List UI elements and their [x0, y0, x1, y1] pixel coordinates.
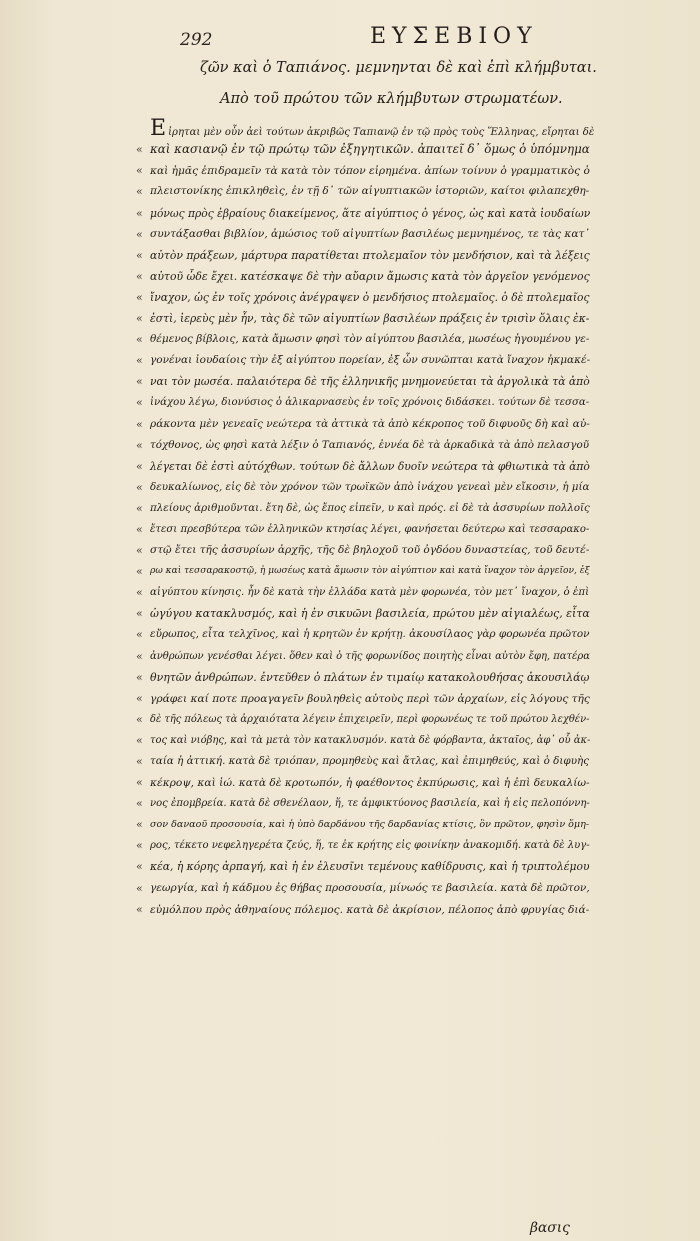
text-line: [136, 709, 590, 730]
text-line: [136, 329, 590, 350]
quote-marker: «: [136, 185, 143, 199]
quote-marker: «: [136, 776, 143, 790]
text-line: [136, 245, 590, 266]
line-text: γονέναι ἰουδαίοις τὴν ἐξ αἰγύπτου πορείαν, ἐξ ὧν συνῶπται κατὰ ἴναχον ἠκμακέ-: [150, 354, 591, 367]
quote-marker: «: [136, 607, 143, 621]
quote-marker: «: [136, 354, 143, 368]
quote-marker: «: [136, 290, 143, 304]
text-line: [136, 203, 591, 224]
quote-marker: «: [136, 333, 143, 347]
initial-letter: Ε: [150, 116, 167, 142]
quote-marker: «: [136, 733, 143, 747]
line-text: εὔρωπος, εἶτα τελχῖνος, καὶ ἡ κρητῶν ἐν κρήτῃ. ἀκουσίλαος γὰρ φορωνέα πρῶτον: [150, 628, 590, 641]
quote-marker: «: [136, 839, 143, 853]
line-text: πλειστονίκης ἐπικληθεὶς, ἐν τῇ δ᾽ τῶν αἰγυπτιακῶν ἱστοριῶν, καίτοι φιλαπεχθη-: [150, 185, 590, 198]
line-text: ἰνάχου λέγω, διονύσιος ὁ ἁλικαρνασεὺς ἐν τοῖς χρόνοις διδάσκει. τούτων δὲ τεσσα-: [150, 397, 590, 409]
quote-marker: «: [136, 269, 143, 283]
line-text: ἀνθρώπων γενέσθαι λέγει. ὅθεν καὶ ὁ τῆς φορωνίδος ποιητὴς εἶναι αὐτὸν ἔφη, πατέρα: [150, 650, 590, 662]
text-line: [136, 456, 590, 477]
running-title: ΕΥΣΕΒΙΟΥ: [370, 24, 538, 49]
text-line: [136, 181, 590, 202]
quote-marker: «: [136, 670, 143, 684]
line-text: ράκοντα μὲν γενεαῖς νεώτερα τὰ ἀττικὰ τὰ ἀπὸ κέκροπος τοῦ διφυοῦς δὴ καὶ αὐ-: [150, 417, 590, 430]
text-line: [136, 603, 590, 624]
text-line: [136, 751, 590, 772]
line-text: τόχθονος, ὡς φησὶ κατὰ λέξιν ὁ Ταπιανός, ἐννέα δὲ τὰ ἀρκαδικὰ τὰ ἀπὸ πελασγοῦ: [150, 438, 590, 451]
text-line: [136, 435, 590, 456]
text-line: [136, 835, 590, 856]
text-line: [136, 730, 591, 751]
text-line-intro: ζῶν καὶ ὁ Ταπιάνος. μεμνηνται δὲ καὶ ἐπὶ κλήμβυται.: [200, 60, 597, 76]
text-line: [136, 477, 590, 498]
line-text: ταία ἡ ἀττική. κατὰ δὲ τριόπαν, προμηθεὺς καὶ ἄτλας, καὶ ἐπιμηθεύς, καὶ ὁ διφυὴς: [150, 755, 589, 767]
line-text: εὐμόλπου πρὸς ἀθηναίους πόλεμος. κατὰ δὲ ἀκρίσιον, πέλοπος ἀπὸ φρυγίας διά-: [150, 902, 590, 916]
quote-marker: «: [136, 459, 143, 473]
quote-marker: «: [136, 565, 143, 579]
section-heading: Απὸ τοῦ πρώτου τῶν κλήμβυτων στρωματέων.: [220, 91, 563, 108]
quote-marker: «: [136, 818, 143, 832]
text-line: [136, 667, 590, 688]
quote-marker: «: [136, 860, 143, 874]
quote-marker: «: [136, 501, 143, 515]
text-line: [150, 116, 595, 142]
catchword: βασις: [530, 1220, 570, 1236]
line-text: καὶ κασιανῷ ἐν τῷ πρώτῳ τῶν ἐξηγητικῶν. ἀπαιτεῖ δ᾽ ὅμως ὁ ὑπόμνημα: [150, 142, 590, 157]
text-line: [136, 793, 590, 814]
quote-marker: «: [136, 206, 143, 220]
text-line: [136, 772, 590, 793]
text-line: [136, 308, 590, 329]
quote-marker: «: [136, 164, 143, 178]
text-line: [136, 878, 590, 899]
line-text: δὲ τῆς πόλεως τὰ ἀρχαιότατα λέγειν ἐπιχειρεῖν, περὶ φορωνέως τε τοῦ πρώτου λεχθέν-: [150, 713, 590, 725]
line-text: καὶ ἡμᾶς ἐπιδραμεῖν τὰ κατὰ τὸν τόπον εἰρημένα. ἀπίων τοίνυν ὁ γραμματικὸς ὁ: [150, 164, 590, 178]
text-line: [136, 160, 590, 181]
text-line: [136, 266, 590, 287]
line-text: στῷ ἔτει τῆς ἀσσυρίων ἀρχῆς, τῆς δὲ βηλοχοῦ τοῦ ὀγδόου δυναστείας, τοῦ δευτέ-: [150, 544, 590, 557]
line-text: θνητῶν ἀνθρώπων. ἐντεῦθεν ὁ πλάτων ἐν τιμαίῳ κατακολουθήσας ἀκουσιλάῳ: [150, 670, 590, 684]
quote-marker: «: [136, 143, 143, 157]
text-line: [136, 498, 590, 519]
quote-marker: «: [136, 312, 143, 326]
quote-marker: «: [136, 628, 143, 642]
text-line: [136, 688, 590, 709]
quote-marker: «: [136, 522, 143, 536]
quote-marker: «: [136, 649, 143, 663]
quote-marker: «: [136, 248, 143, 262]
quote-marker: «: [136, 480, 143, 494]
line-text: λέγεται δὲ ἐστὶ αὐτόχθων. τούτων δὲ ἄλλων δυοῖν νεώτερα τὰ φθιωτικὰ τὰ ἀπὸ: [150, 459, 590, 473]
quote-marker: «: [136, 902, 143, 916]
text-line: [136, 899, 590, 920]
text-line: [136, 540, 590, 561]
line-text: γράφει καί ποτε προαγαγεῖν βουληθεὶς αὐτοὺς περὶ τῶν ἀρχαίων, εἰς λόγους τῆς: [150, 691, 590, 705]
text-line: [136, 350, 591, 371]
line-text: τος καὶ νιόβης, καὶ τὰ μετὰ τὸν κατακλυσμόν. κατὰ δὲ φόρβαντα, ἀκταῖος, ἀφ᾽ οὗ ἀκ-: [150, 734, 591, 746]
text-line: [136, 582, 590, 603]
line-text: νος ἐπομβρεία. κατὰ δὲ σθενέλαον, ἥ, τε ἀμφικτύονος βασιλεία, καὶ ἡ εἰς πελοπόννη-: [150, 798, 590, 810]
text-line: [136, 224, 590, 245]
text-line: [136, 392, 590, 413]
line-text: ἴναχον, ὡς ἐν τοῖς χρόνοις ἀνέγραψεν ὁ μενδήσιος πτολεμαῖος. ὁ δὲ πτολεμαῖος: [150, 290, 590, 304]
line-text: ἐστὶ, ἱερεὺς μὲν ἦν, τὰς δὲ τῶν αἰγυπτίων βασιλέων πράξεις ἐν τρισὶν ὅλαις ἐκ-: [150, 312, 590, 326]
quote-marker: «: [136, 417, 143, 431]
line-text: μόνως πρὸς ἑβραίους διακείμενος, ἅτε αἰγύπτιος ὁ γένος, ὡς καὶ κατὰ ἰουδαίων: [150, 206, 591, 220]
quote-marker: «: [136, 691, 143, 705]
quote-marker: «: [136, 755, 143, 768]
text-line: [136, 371, 590, 392]
line-text: πλείους ἀριθμοῦνται. ἔτη δὲ, ὡς ἔπος εἰπεῖν, υ καὶ πρός. εἰ δὲ τὰ ἀσσυρίων πολλοῖς: [150, 501, 590, 514]
line-text: σον δαναοῦ προσουσία, καὶ ἡ ὑπὸ δαρδάνου τῆς δαρδανίας κτίσις, ὃν πρῶτον, φησὶν ὅμη-: [150, 819, 590, 831]
line-text: αὐτὸν πράξεων, μάρτυρα παρατίθεται πτολεμαῖον τὸν μενδήσιον, καὶ τὰ λέξεις: [150, 248, 590, 262]
line-text: κέα, ἡ κόρης ἁρπαγή, καὶ ἡ ἐν ἐλευσῖνι τεμένους καθίδρυσις, καὶ ἡ τριπτολέμου: [150, 860, 590, 874]
page-number: 292: [180, 30, 213, 50]
quote-marker: «: [136, 544, 143, 558]
quote-marker: «: [136, 586, 143, 600]
quote-marker: «: [136, 227, 143, 241]
line-text: ἰρηται μὲν οὖν ἀεὶ τούτων ἀκριβῶς Ταπιανῷ ἐν τῷ πρὸς τοὺς Ἕλληνας, εἴρηται δὲ: [168, 127, 595, 139]
line-text: δευκαλίωνος, εἰς δὲ τὸν χρόνον τῶν τρωϊκῶν ἀπὸ ἰνάχου γενεαὶ μὲν εἴκοσιν, ἡ μία: [150, 480, 590, 493]
line-text: συντάξασθαι βιβλίον, ἀμώσιος τοῦ αἰγυπτίων βασιλέως μεμνημένος, τε τὰς κατ᾽: [150, 227, 590, 240]
line-text: ναι τὸν μωσέα. παλαιότερα δὲ τῆς ἑλληνικῆς μνημονεύεται τὰ ἀργολικὰ τὰ ἀπὸ: [150, 375, 590, 389]
text-line: [136, 287, 590, 308]
text-line: [136, 561, 590, 582]
body-lines: [136, 116, 595, 920]
text-line: [136, 624, 590, 645]
line-text: ἔτεσι πρεσβύτερα τῶν ἑλληνικῶν κτησίας λέγει, φανήσεται δεύτερω καὶ τεσσαρακο-: [150, 523, 590, 535]
text-line: [136, 856, 590, 877]
text-line: [136, 139, 590, 160]
text-line: [136, 646, 590, 667]
quote-marker: «: [136, 375, 143, 389]
line-text: ὠγύγου κατακλυσμός, καὶ ἡ ἐν σικυῶνι βασιλεία, πρώτου μὲν αἰγιαλέως, εἶτα: [150, 607, 590, 621]
text-line: [136, 519, 590, 540]
quote-marker: «: [136, 396, 143, 410]
quote-marker: «: [136, 712, 143, 726]
line-text: αἰγύπτου κίνησις. ἦν δὲ κατὰ τὴν ἑλλάδα κατὰ μὲν φορωνέα, τὸν μετ᾽ ἴναχον, ὁ ἐπὶ: [150, 587, 590, 599]
line-text: ρω καὶ τεσσαρακοστῷ, ἡ μωσέως κατὰ ἄμωσιν τὸν αἰγύπτιον καὶ κατὰ ἴναχον τὸν ἀργεῖον, ἐξ: [150, 566, 590, 577]
line-text: ρος, τέκετο νεφεληγερέτα ζεύς, ἥ, τε ἐκ κρήτης εἰς φοινίκην ἀνακομιδή. κατὰ δὲ λυγ-: [150, 840, 590, 852]
text-line: [136, 414, 590, 435]
text-line: [136, 814, 590, 835]
line-text: θέμενος βίβλοις, κατὰ ἄμωσιν φησὶ τὸν αἰγύπτου βασιλέα, μωσέως ἡγουμένου γε-: [150, 333, 590, 346]
quote-marker: «: [136, 797, 143, 811]
quote-marker: «: [136, 438, 143, 452]
page-header: [180, 24, 550, 54]
text-block: [136, 58, 597, 920]
line-text: αὐτοῦ ὧδε ἔχει. κατέσκαψε δὲ τὴν αὔαριν ἄμωσις κατὰ τὸν ἀργεῖον γενόμενος: [150, 269, 590, 283]
quote-marker: «: [136, 881, 143, 895]
line-text: γεωργία, καὶ ἡ κάδμου ἐς θήβας προσουσία, μίνωός τε βασιλεία. κατὰ δὲ πρῶτον,: [150, 881, 590, 894]
line-text: κέκροψ, καὶ ἰώ. κατὰ δὲ κροτωπόν, ἡ φαέθοντος ἐκπύρωσις, καὶ ἡ ἐπὶ δευκαλίω-: [150, 776, 590, 790]
